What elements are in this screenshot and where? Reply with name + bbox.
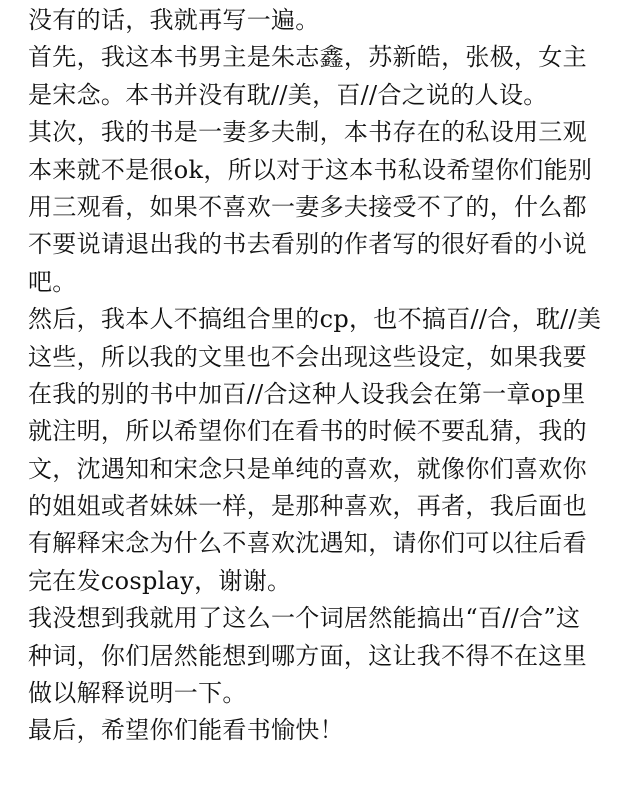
text-line: 然后，我本人不搞组合里的cp，也不搞百//合，耽//美 — [28, 305, 602, 334]
paragraph-fourth — [28, 600, 628, 712]
text-line: 我没想到我就用了这么一个词居然能搞出“百//合”这 — [28, 604, 581, 633]
text-line: 首先，我这本书男主是朱志鑫，苏新皓，张极，女主 — [28, 43, 587, 72]
text-line: 用三观看，如果不喜欢一妻多夫接受不了的，什么都 — [28, 192, 587, 221]
text-line: 完在发cosplay，谢谢。 — [28, 566, 292, 595]
text-line: 有解释宋念为什么不喜欢沈遇知，请你们可以往后看 — [28, 529, 587, 558]
paragraph-third — [28, 301, 628, 600]
text-line: 这些，所以我的文里也不会出现这些设定，如果我要 — [28, 342, 587, 371]
text-line: 其次，我的书是一妻多夫制，本书存在的私设用三观 — [28, 118, 587, 147]
text-line: 的姐姐或者妹妹一样，是那种喜欢，再者，我后面也 — [28, 492, 587, 521]
paragraph-first — [28, 39, 628, 114]
text-line: 本来就不是很ok，所以对于这本书私设希望你们能别 — [28, 155, 593, 184]
text-line: 就注明，所以希望你们在看书的时候不要乱猜，我的 — [28, 417, 587, 446]
text-line: 是宋念。本书并没有耽//美，百//合之说的人设。 — [28, 80, 548, 109]
text-line: 吧。 — [28, 267, 77, 296]
text-line: 不要说请退出我的书去看别的作者写的很好看的小说 — [28, 230, 587, 259]
paragraph-intro — [28, 2, 628, 39]
text-line: 种词，你们居然能想到哪方面，这让我不得不在这里 — [28, 641, 587, 670]
paragraph-closing — [28, 712, 628, 749]
text-line: 没有的话，我就再写一遍。 — [28, 6, 320, 34]
paragraph-second — [28, 114, 628, 301]
text-line: 最后，希望你们能看书愉快！ — [28, 716, 344, 745]
text-line: 文，沈遇知和宋念只是单纯的喜欢，就像你们喜欢你 — [28, 454, 587, 483]
text-line: 在我的别的书中加百//合这种人设我会在第一章op里 — [28, 379, 586, 408]
text-line: 做以解释说明一下。 — [28, 679, 247, 708]
